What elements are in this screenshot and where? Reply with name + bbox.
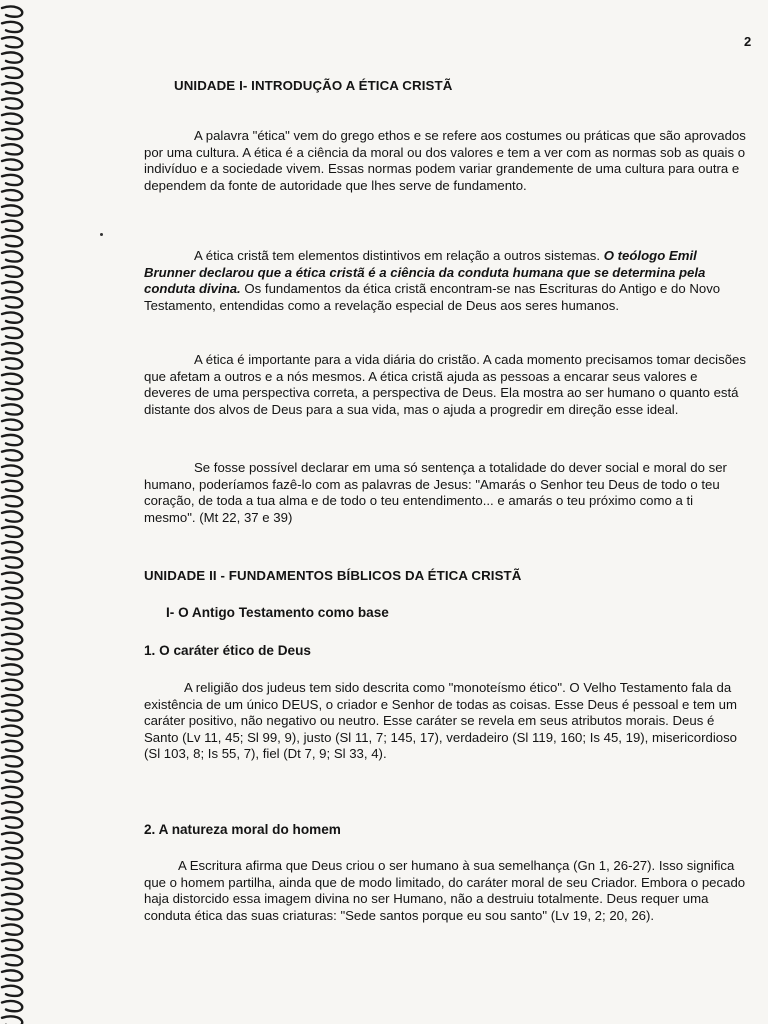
spiral-coil (2, 603, 22, 613)
spiral-coil (2, 955, 22, 965)
spiral-coil (2, 802, 22, 812)
spiral-coil (2, 710, 22, 720)
unit-1-paragraph-2-intro: A ética cristã tem elementos distintivos em relação a outros sistemas. (194, 248, 601, 263)
spiral-coil (2, 588, 22, 598)
spiral-coil (2, 420, 22, 430)
spiral-coil (2, 83, 22, 93)
spiral-coil (2, 649, 22, 659)
spiral-coil (2, 817, 22, 827)
spiral-coil (2, 282, 22, 292)
spiral-coil (2, 925, 22, 935)
spiral-coil (2, 772, 22, 782)
spiral-coil (2, 573, 22, 583)
unit-1-paragraph-4-text: Se fosse possível declarar em uma só sentença a totalidade do dever social e moral do ser humano, poderíamos fazê-lo com as palavras de Jesus: "Amarás o Senhor teu Deus de todo o teu coração, de toda a tua alma e de todo o teu entendimento... e amarás o teu próximo como a ti mesmo". (Mt 22, 37 e 39) (144, 460, 727, 525)
spiral-coil (2, 909, 22, 919)
spiral-coil (2, 1016, 22, 1024)
spiral-binding-coils (0, 0, 30, 1024)
item-1-paragraph (144, 680, 748, 763)
spiral-coil (2, 680, 22, 690)
spiral-coil (2, 129, 22, 139)
spiral-coil (2, 634, 22, 644)
spiral-coil (2, 695, 22, 705)
spiral-coil (2, 879, 22, 889)
scan-speck (100, 233, 103, 236)
spiral-coil (2, 848, 22, 858)
spiral-coil (2, 328, 22, 338)
spiral-coil (2, 251, 22, 261)
unit-1-paragraph-2 (144, 248, 748, 314)
spiral-coil (2, 450, 22, 460)
spiral-coil (2, 343, 22, 353)
spiral-coil (2, 527, 22, 537)
spiral-coil (2, 557, 22, 567)
spiral-coil (2, 726, 22, 736)
spiral-coil (2, 404, 22, 414)
spiral-coil (2, 511, 22, 521)
spiral-coil (2, 741, 22, 751)
spiral-coil (2, 22, 22, 32)
spiral-coil (2, 940, 22, 950)
spiral-binding (0, 0, 30, 1024)
section-1-title: I- O Antigo Testamento como base (166, 605, 389, 620)
spiral-coil (2, 144, 22, 154)
spiral-coil (2, 98, 22, 108)
spiral-coil (2, 175, 22, 185)
unit-1-paragraph-3 (144, 352, 748, 418)
spiral-coil (2, 619, 22, 629)
spiral-coil (2, 787, 22, 797)
spiral-coil (2, 1001, 22, 1011)
spiral-coil (2, 389, 22, 399)
unit-1-paragraph-3-text: A ética é importante para a vida diária do cristão. A cada momento precisamos tomar decisões que afetam a outros e a nós mesmos. A ética cristã ajuda as pessoas a encarar seus valores e deveres de uma perspectiva correta, a perspectiva de Deus. Ela mostra ao ser humano o quanto está distante dos alvos de Deus para a sua vida, mas o ajuda a progredir em direção esse ideal. (144, 352, 746, 417)
spiral-coil (2, 160, 22, 170)
unit-1-paragraph-1 (144, 128, 748, 194)
spiral-coil (2, 221, 22, 231)
spiral-coil (2, 37, 22, 47)
spiral-coil (2, 190, 22, 200)
unit-1-paragraph-1-text: A palavra "ética" vem do grego ethos e se refere aos costumes ou práticas que são aprovados por uma cultura. A ética é a ciência da moral ou dos valores e tem a ver com as normas sob as quais o indivíduo e a sociedade vivem. Essas normas podem variar grandemente de uma cultura para outra e dependem da fonte de autoridade que lhes serve de fundamento. (144, 128, 746, 193)
spiral-coil (2, 496, 22, 506)
spiral-coil (2, 358, 22, 368)
spiral-coil (2, 313, 22, 323)
spiral-coil (2, 435, 22, 445)
page-number: 2 (744, 34, 752, 49)
spiral-coil (2, 986, 22, 996)
unit-2-title: UNIDADE II - FUNDAMENTOS BÍBLICOS DA ÉTICA CRISTÃ (144, 568, 522, 583)
spiral-coil (2, 297, 22, 307)
spiral-coil (2, 833, 22, 843)
spiral-coil (2, 863, 22, 873)
spiral-coil (2, 205, 22, 215)
item-1-paragraph-text: A religião dos judeus tem sido descrita como "monoteísmo ético". O Velho Testamento fala da existência de um único DEUS, o criador e Senhor de todas as coisas. Esse Deus é pessoal e tem um caráter positivo, não negativo ou neutro. Esse caráter se revela em seus atributos morais. Deus é Santo (Lv 11, 45; Sl 99, 9), justo (Sl 11, 7; 145, 17), verdadeiro (Sl 119, 160; Is 45, 19), misericordioso (Sl 103, 8; Is 55, 7), fiel (Dt 7, 9; Sl 33, 4). (144, 680, 738, 761)
spiral-coil (2, 466, 22, 476)
spiral-coil (2, 68, 22, 78)
spiral-coil (2, 664, 22, 674)
spiral-coil (2, 236, 22, 246)
spiral-coil (2, 52, 22, 62)
spiral-coil (2, 374, 22, 384)
spiral-coil (2, 542, 22, 552)
item-2-paragraph (144, 858, 748, 924)
unit-1-paragraph-2-rest: Os fundamentos da ética cristã encontram-se nas Escrituras do Antigo e do Novo Testamento, entendidas como a revelação especial de Deus aos seres humanos. (144, 281, 721, 313)
spiral-coil (2, 756, 22, 766)
spiral-coil (2, 970, 22, 980)
spiral-coil (2, 114, 22, 124)
unit-1-paragraph-4 (144, 460, 748, 526)
spiral-coil (2, 7, 22, 17)
item-2-paragraph-text: A Escritura afirma que Deus criou o ser humano à sua semelhança (Gn 1, 26-27). Isso significa que o homem partilha, ainda que de modo limitado, do caráter moral de seu Criador. Embora o pecado haja distorcido essa imagem divina no ser Humano, não a destruiu totalmente. Deus requer uma conduta ética das suas criaturas: "Sede santos porque eu sou santo" (Lv 19, 2; 20, 26). (144, 858, 746, 923)
item-1-title: 1. O caráter ético de Deus (144, 643, 311, 658)
brunner-quote: O teólogo Emil Brunner declarou que a ética cristã é a ciência da conduta humana que se determina pela conduta divina. (144, 248, 706, 296)
spiral-coil (2, 894, 22, 904)
item-2-title: 2. A natureza moral do homem (144, 822, 341, 837)
unit-1-title: UNIDADE I- INTRODUÇÃO A ÉTICA CRISTÃ (174, 78, 453, 93)
spiral-coil (2, 481, 22, 491)
spiral-coil (2, 267, 22, 277)
